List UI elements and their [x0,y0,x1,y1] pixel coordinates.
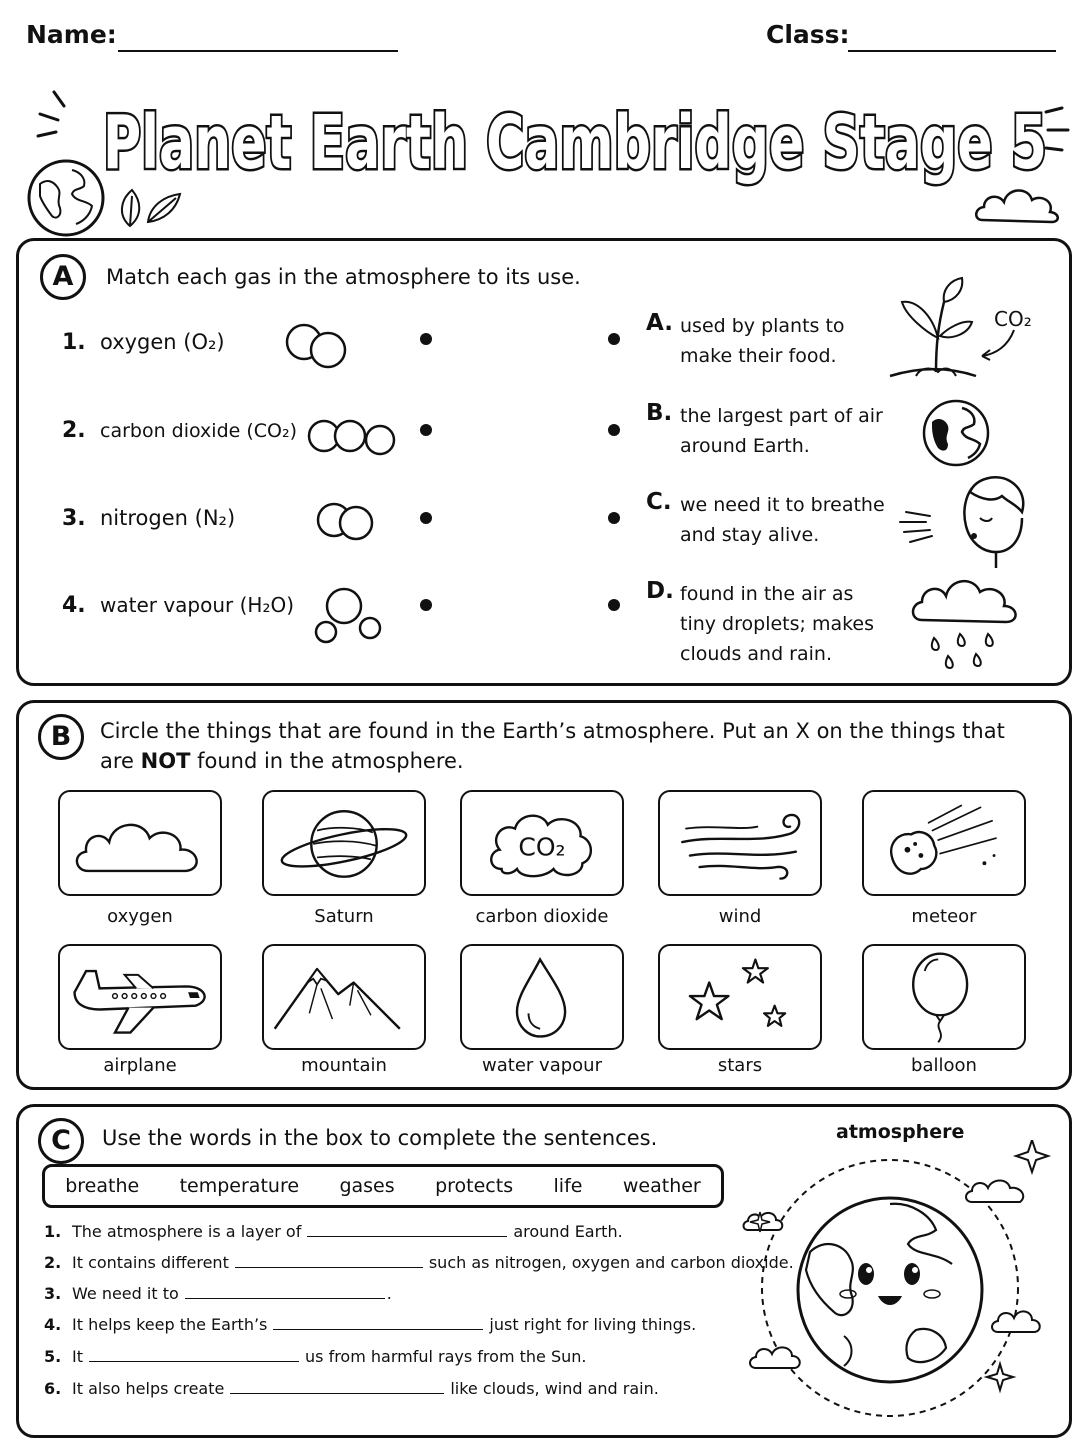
word-bank-item: life [553,1175,583,1197]
gas-label: carbon dioxide (CO₂) [100,420,298,442]
section-a-badge: A [40,254,86,300]
answer-blank[interactable] [273,1328,483,1330]
page-title [95,80,1055,190]
item-label: oxygen [107,906,173,927]
class-label: Class: [766,20,850,49]
item-label: water vapour [482,1055,602,1076]
plant-co2-label: CO₂ [994,307,1032,331]
gas-label: nitrogen (N₂) [100,506,236,530]
item-label: meteor [911,906,977,927]
meteor-icon [864,792,1024,894]
sentence-end: around Earth. [513,1222,623,1241]
section-a-instruction: Match each gas in the atmosphere to its use. [106,265,581,289]
match-dot-left[interactable] [420,512,432,524]
sentence-end: . [386,1284,392,1303]
saturn-icon [264,792,424,894]
match-dot-right[interactable] [608,599,620,611]
sentence-start: It [72,1347,83,1366]
nitrogen-molecule-icon [312,498,382,548]
class-field[interactable] [848,50,1056,52]
child-breathing-icon [896,472,1032,572]
sentence-start: The atmosphere is a layer of [72,1222,302,1241]
balloon-icon [864,946,1024,1048]
match-dot-right[interactable] [608,333,620,345]
use-letter: D. [646,578,674,604]
sentence-number: 2. [44,1253,62,1272]
sparkle-lines-icon [28,86,78,146]
sentence-4 [44,1315,696,1334]
use-letter: C. [646,489,672,515]
item-card-mountain[interactable] [262,944,426,1050]
item-card-carbon-dioxide[interactable] [460,790,624,896]
sentence-2 [44,1253,794,1272]
match-dot-right[interactable] [608,512,620,524]
sentence-number: 4. [44,1315,62,1334]
wind-icon [660,792,820,894]
gas-label: oxygen (O₂) [100,330,225,354]
gas-number: 2. [62,418,86,443]
page-title-text: Planet Earth Cambridge Stage 5 [103,100,1047,186]
section-b-instruction-line2-post: found in the atmosphere. [190,749,464,773]
use-text: the largest part of air around Earth. [680,405,883,457]
mountain-icon [264,946,424,1048]
rain-cloud-icon [908,568,1024,672]
airplane-icon [60,946,220,1048]
section-c-badge: C [38,1118,84,1164]
leaves-icon [112,186,188,230]
sentence-1 [44,1222,623,1241]
section-b-instruction-not: NOT [140,749,191,773]
gas-label: water vapour (H₂O) [100,593,295,617]
use-text: used by plants to make their food. [680,315,845,367]
sentence-number: 6. [44,1379,62,1398]
word-bank [42,1164,724,1208]
name-field[interactable] [118,50,398,52]
sentence-number: 5. [44,1347,62,1366]
item-card-stars[interactable] [658,944,822,1050]
item-card-meteor[interactable] [862,790,1026,896]
sentence-6 [44,1379,659,1398]
co2-cloud-text: CO₂ [518,832,566,862]
co2-cloud-icon [462,792,622,894]
cloud-icon [974,180,1064,228]
answer-blank[interactable] [89,1360,299,1362]
item-card-oxygen[interactable] [58,790,222,896]
answer-blank[interactable] [307,1235,507,1237]
match-dot-left[interactable] [420,599,432,611]
globe-icon [26,158,110,238]
section-b-badge: B [38,714,84,760]
word-bank-item: weather [622,1175,701,1197]
sentence-5 [44,1347,586,1366]
word-bank-item: breathe [65,1175,140,1197]
use-text: we need it to breathe and stay alive. [680,494,885,546]
item-label: airplane [103,1055,177,1076]
answer-blank[interactable] [230,1392,444,1394]
item-label: wind [718,906,762,927]
use-letter: B. [646,400,673,426]
section-b-instruction-line2-pre: are [100,749,141,773]
item-label: stars [717,1055,763,1076]
sentence-end: such as nitrogen, oxygen and carbon dioxide. [428,1253,794,1272]
section-b-instruction-line1: Circle the things that are found in the Earth’s atmosphere. Put an X on the things that [100,719,1005,743]
item-label: carbon dioxide [475,906,609,927]
item-label: balloon [911,1055,977,1076]
name-label: Name: [26,20,117,49]
plant-icon [886,276,1046,386]
answer-blank[interactable] [235,1266,423,1268]
section-b-instruction [100,716,1005,776]
globe-icon [920,398,994,470]
sentence-start: We need it to [72,1284,179,1303]
sentence-number: 1. [44,1222,62,1241]
answer-blank[interactable] [185,1297,385,1299]
gas-number: 3. [62,506,86,531]
match-dot-left[interactable] [420,333,432,345]
word-bank-item: temperature [179,1175,300,1197]
gas-number: 1. [62,330,86,355]
oxygen-molecule-icon [282,318,352,372]
match-dot-left[interactable] [420,424,432,436]
match-dot-right[interactable] [608,424,620,436]
cloud-icon [60,792,220,894]
stars-icon [660,946,820,1048]
sentence-start: It contains different [72,1253,229,1272]
section-c-instruction: Use the words in the box to complete the sentences. [102,1126,658,1150]
item-card-saturn[interactable] [262,790,426,896]
earth-atmosphere-icon [740,1140,1060,1430]
word-bank-item: protects [435,1175,514,1197]
water-molecule-icon [310,584,386,646]
item-card-balloon[interactable] [862,944,1026,1050]
item-card-airplane[interactable] [58,944,222,1050]
sentence-3 [44,1284,392,1303]
sentence-end: like clouds, wind and rain. [450,1379,659,1398]
word-bank-item: gases [339,1175,395,1197]
water-drop-icon [462,946,622,1048]
item-label: mountain [301,1055,387,1076]
atmosphere-label: atmosphere [836,1121,965,1143]
use-letter: A. [646,310,673,336]
item-card-wind[interactable] [658,790,822,896]
item-card-water-vapour[interactable] [460,944,624,1050]
gas-number: 4. [62,593,86,618]
co2-molecule-icon [304,414,400,462]
sentence-end: us from harmful rays from the Sun. [305,1347,587,1366]
use-text: found in the air as tiny droplets; makes clouds and rain. [680,583,875,665]
item-label: Saturn [314,906,374,927]
sentence-number: 3. [44,1284,62,1303]
sentence-start: It helps keep the Earth’s [72,1315,268,1334]
sentence-end: just right for living things. [489,1315,697,1334]
sentence-start: It also helps create [72,1379,225,1398]
